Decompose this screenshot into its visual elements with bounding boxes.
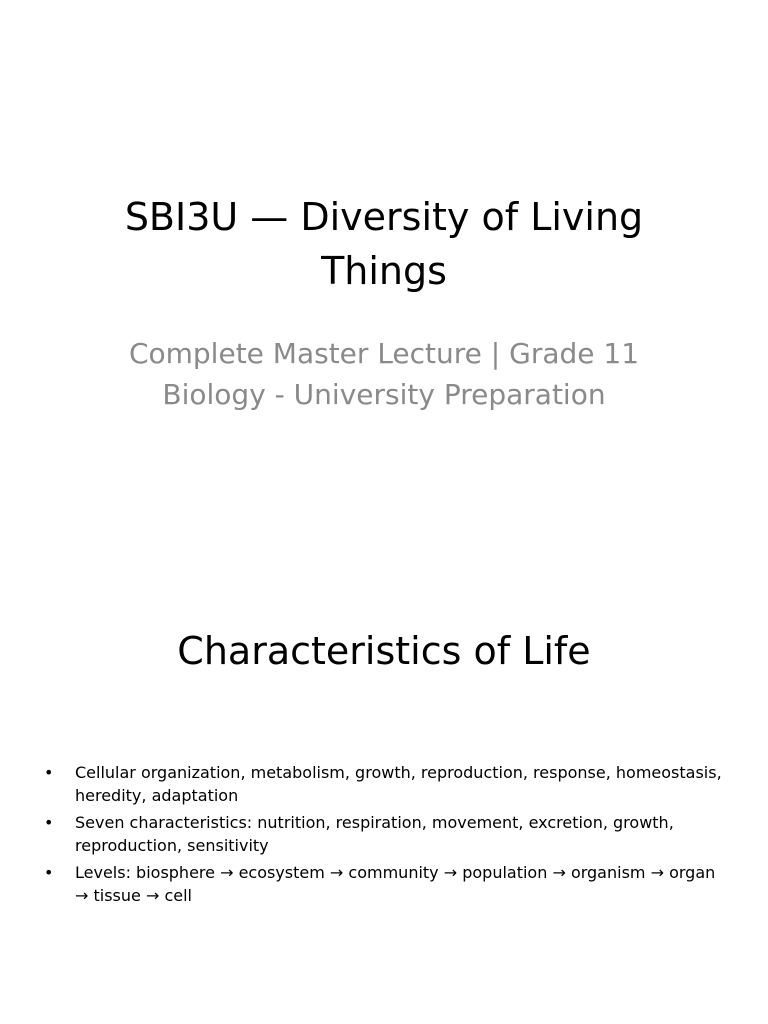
bullet-dot-icon: • [44, 763, 54, 782]
bullet-item [42, 761, 722, 807]
bullet-text: Seven characteristics: nutrition, respiration, movement, excretion, growth, reproduction, sensitivity [75, 813, 674, 855]
bullet-list [42, 761, 722, 911]
bullet-text: Levels: biosphere → ecosystem → community → population → organism → organ → tissue → cell [75, 863, 716, 905]
bullet-text: Cellular organization, metabolism, growth, reproduction, response, homeostasis, heredity, adaptation [75, 763, 722, 805]
bullet-item [42, 811, 722, 857]
bullet-dot-icon: • [44, 863, 54, 882]
slide-subtitle: Complete Master Lecture | Grade 11 Biology - University Preparation [128, 337, 640, 411]
bullet-dot-icon: • [44, 813, 54, 832]
bullet-item [42, 861, 722, 907]
slide-title: SBI3U — Diversity of Living Things [124, 195, 644, 293]
section-heading: Characteristics of Life [177, 629, 591, 673]
